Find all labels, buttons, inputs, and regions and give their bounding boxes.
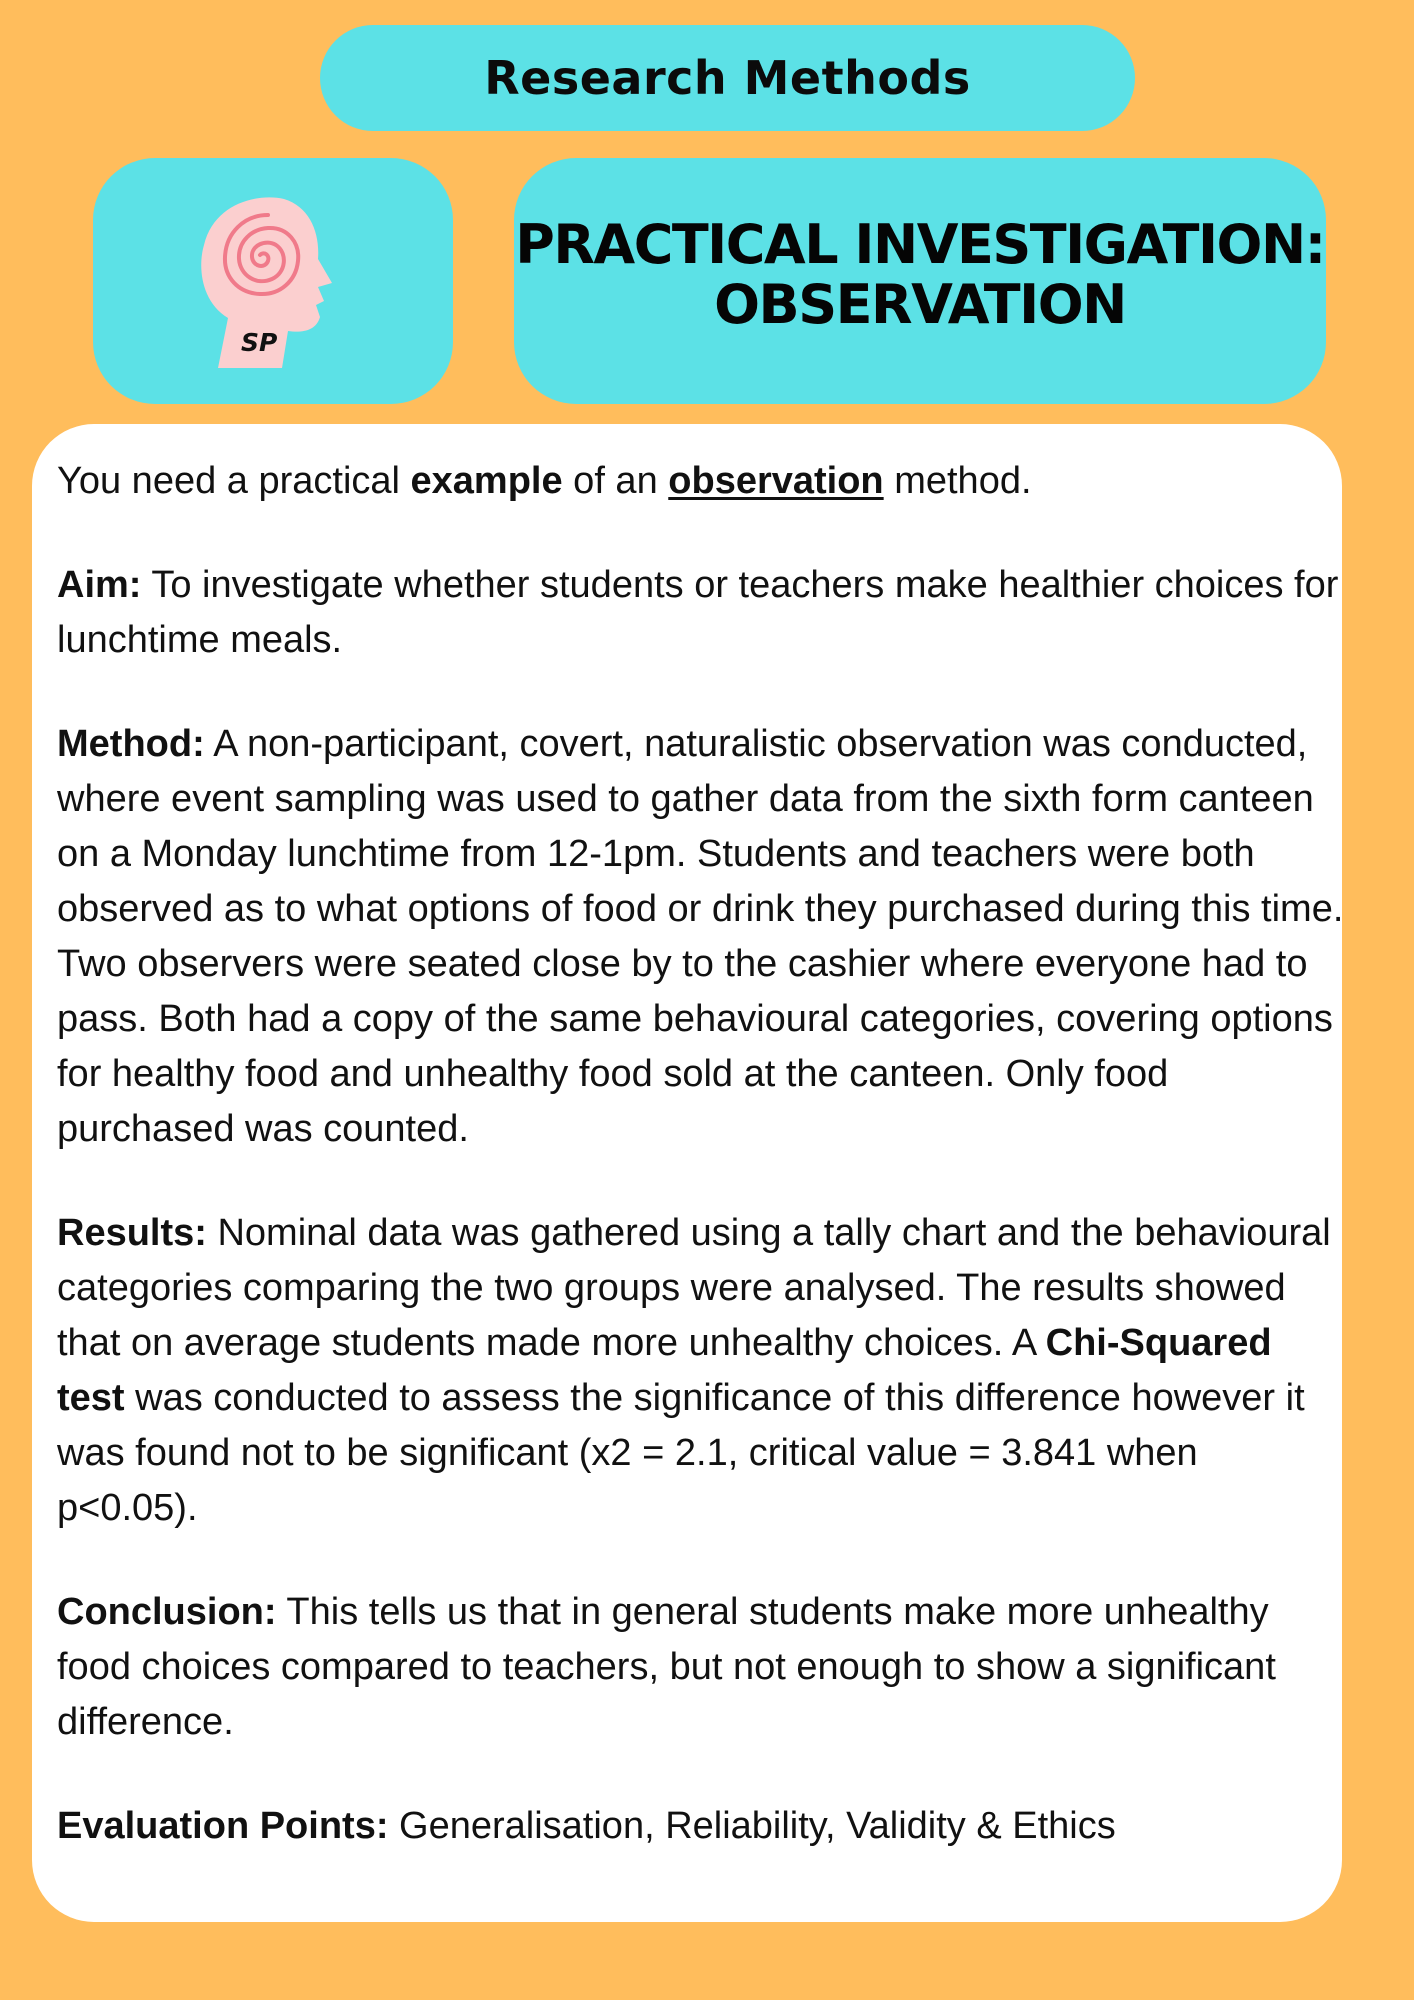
intro-paragraph — [57, 454, 1347, 509]
page-title: Research Methods — [484, 51, 971, 105]
logo-initials: SP — [241, 328, 278, 357]
method-paragraph — [57, 717, 1347, 1157]
topic-title — [515, 215, 1324, 335]
conclusion-text: This tells us that in general students make more unhealthy food choices compared to teachers, but not enough to show a significant difference. — [57, 1591, 1276, 1743]
method-text: A non-participant, covert, naturalistic observation was conducted, where event sampling was used to gather data from the sixth form canteen on a Monday lunchtime from 12-1pm. Students and teachers were both observed as to what options of food or drink they purchased during this time. Two observers were seated close by to the cashier where everyone had to pass. Both had a copy of the same behavioural categories, covering options for healthy food and unhealthy food sold at the canteen. Only food purchased was counted. — [57, 723, 1344, 1150]
intro-bold-example: example — [410, 460, 563, 502]
topic-title-panel — [514, 158, 1326, 404]
results-label: Results: — [57, 1212, 207, 1254]
header-banner — [320, 25, 1135, 131]
evaluation-label: Evaluation Points: — [57, 1805, 389, 1847]
intro-text: You need a practical — [57, 460, 411, 502]
intro-bold-observation: observation — [668, 460, 884, 502]
conclusion-label: Conclusion: — [57, 1591, 277, 1633]
evaluation-paragraph — [57, 1799, 1347, 1854]
aim-label: Aim: — [57, 564, 142, 606]
results-paragraph — [57, 1206, 1347, 1536]
results-text: Nominal data was gathered using a tally chart and the behavioural categories comparing the two groups were analysed. The results showed that on average students made more unhealthy choices. A — [57, 1212, 1331, 1364]
topic-title-line2: OBSERVATION — [714, 273, 1126, 336]
results-bold-test: Chi-Squared test — [57, 1322, 1272, 1419]
intro-text-mid: of an — [562, 460, 669, 502]
conclusion-paragraph — [57, 1585, 1347, 1750]
results-text-end: was conducted to assess the significance of this difference however it was found not to be significant (x2 = 2.1, critical value = 3.841 when p<0.05). — [57, 1377, 1305, 1529]
topic-title-line1: PRACTICAL INVESTIGATION: — [515, 213, 1325, 276]
method-label: Method: — [57, 723, 205, 765]
content-card — [32, 424, 1342, 1922]
logo-panel — [93, 158, 453, 404]
aim-paragraph — [57, 558, 1347, 668]
intro-text-end: method. — [883, 460, 1032, 502]
evaluation-text: Generalisation, Reliability, Validity & Ethics — [388, 1805, 1116, 1847]
aim-text: To investigate whether students or teachers make healthier choices for lunchtime meals. — [57, 564, 1339, 661]
content-body — [57, 454, 1347, 1854]
